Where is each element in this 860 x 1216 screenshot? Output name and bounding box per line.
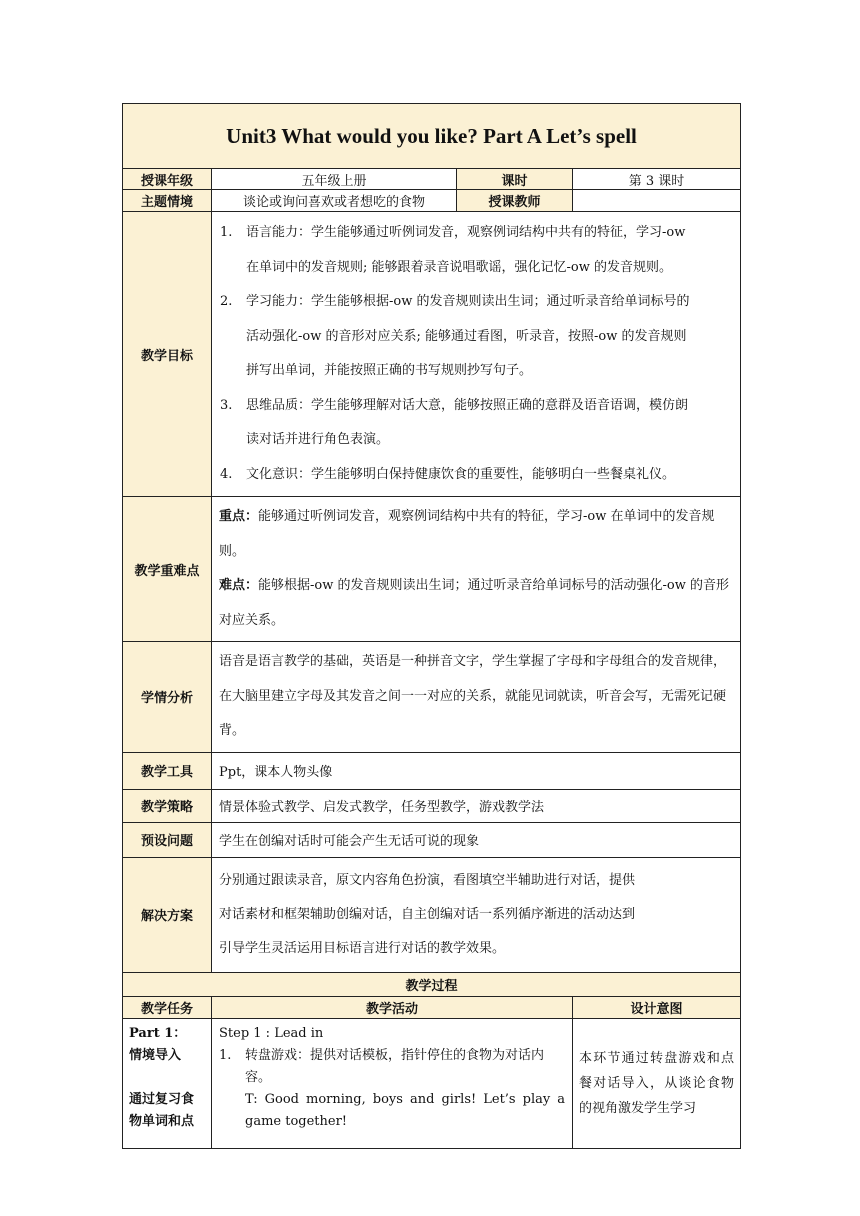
theme-value: 谈论或询问喜欢或者想吃的食物 <box>212 190 457 212</box>
goal-item: 4. 文化意识：学生能够明白保持健康饮食的重要性，能够明白一些餐桌礼仪。 <box>220 466 676 482</box>
step-title: Step 1 : Lead in <box>219 1025 324 1041</box>
goal-item: 2. 学习能力：学生能够根据-ow 的发音规则读出生词；通过听录音给单词标号的 活动强化-ow 的音形对应关系; 能够通过看图，听录音，按照-ow 的发音规则 拼写出单词，并能按照正确的书写规则抄写句子。 <box>220 294 690 378</box>
key-point-label: 重点： <box>219 509 259 524</box>
col-activity-header: 教学活动 <box>212 996 573 1018</box>
period-label: 课时 <box>457 169 573 190</box>
solution-line: 引导学生灵活运用目标语言进行对话的教学效果。 <box>219 940 506 956</box>
key-points-content <box>212 497 741 642</box>
theme-label: 主题情境 <box>123 190 212 212</box>
activity-text: 转盘游戏：提供对话模板，指针停住的食物为对话内容。 <box>245 1047 545 1085</box>
problems-label: 预设问题 <box>123 822 212 857</box>
activity-dialogue: T: Good morning, boys and girls! Let’s play a game together! <box>245 1091 565 1129</box>
problems-text: 学生在创编对话时可能会产生无话可说的现象 <box>212 822 741 857</box>
difficult-point-text: 能够根据-ow 的发音规则读出生词；通过听录音给单词标号的活动强化-ow 的音形对应关系。 <box>219 578 729 628</box>
solution-line: 对话素材和框架辅助创编对话，自主创编对话一系列循序渐进的活动达到 <box>219 906 636 922</box>
process-header: 教学过程 <box>123 972 741 996</box>
teacher-value <box>573 190 741 212</box>
col-task-header: 教学任务 <box>123 996 212 1018</box>
lesson-plan-table <box>122 103 741 1149</box>
title-cell <box>123 104 741 169</box>
period-value: 第 3 课时 <box>573 169 741 190</box>
part1-task-cell <box>123 1018 212 1148</box>
goal-item: 3. 思维品质：学生能够理解对话大意，能够按照正确的意群及语音语调，模仿朗 读对话并进行角色表演。 <box>220 397 689 447</box>
col-intent-header: 设计意图 <box>573 996 741 1018</box>
grade-label: 授课年级 <box>123 169 212 190</box>
strategy-text: 情景体验式教学、启发式教学，任务型教学，游戏教学法 <box>212 789 741 822</box>
solution-line: 分别通过跟读录音，原文内容角色扮演，看图填空半辅助进行对话，提供 <box>219 872 636 888</box>
analysis-text: 语音是语言教学的基础，英语是一种拼音文字，学生掌握了字母和字母组合的发音规律，在大脑里建立字母及其发音之间一一对应的关系，就能见词就读，听音会写，无需死记硬背。 <box>212 642 741 753</box>
difficult-point-label: 难点： <box>219 578 259 593</box>
key-point-text: 能够通过听例词发音，观察例词结构中共有的特征，学习-ow 在单词中的发音规则。 <box>219 509 715 559</box>
analysis-label: 学情分析 <box>123 642 212 753</box>
page-title: Unit3 What would you like? Part A Let’s spell <box>226 123 637 148</box>
part1-activity-cell <box>212 1018 573 1148</box>
tools-label: 教学工具 <box>123 752 212 789</box>
grade-value: 五年级上册 <box>212 169 457 190</box>
solutions-content <box>212 857 741 972</box>
goal-item: 1. 语言能力：学生能够通过听例词发音，观察例词结构中共有的特征，学习-ow 在单词中的发音规则; 能够跟着录音说唱歌谣，强化记忆-ow 的发音规则。 <box>220 225 686 275</box>
goals-label: 教学目标 <box>123 212 212 497</box>
teacher-label: 授课教师 <box>457 190 573 212</box>
solutions-label: 解决方案 <box>123 857 212 972</box>
goals-list <box>212 212 740 496</box>
goals-content <box>212 212 741 497</box>
strategy-label: 教学策略 <box>123 789 212 822</box>
part1-subtitle: 情境导入 <box>129 1047 182 1063</box>
part1-desc: 通过复习食 <box>129 1091 195 1107</box>
key-points-label: 教学重难点 <box>123 497 212 642</box>
part1-intent-cell: 本环节通过转盘游戏和点餐对话导入，从谈论食物的视角激发学生学习 <box>573 1018 741 1148</box>
part1-title: Part 1： <box>129 1025 187 1041</box>
part1-desc: 物单词和点 <box>129 1113 195 1129</box>
tools-text: Ppt，课本人物头像 <box>212 752 741 789</box>
activity-item: 1. 转盘游戏：提供对话模板，指针停住的食物为对话内容。 T: Good morning, boys and girls! Let’s play a game together! <box>219 1045 565 1133</box>
